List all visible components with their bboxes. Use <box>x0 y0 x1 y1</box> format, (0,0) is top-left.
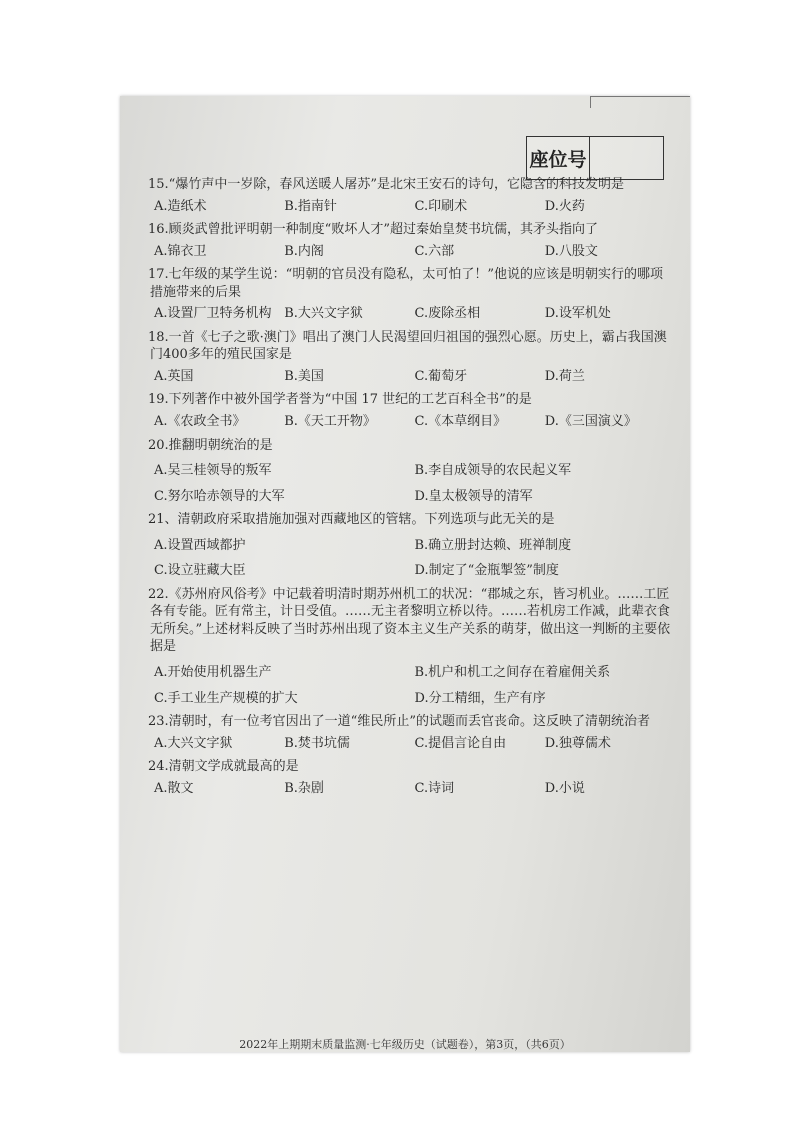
option-c: C.葡萄牙 <box>414 368 468 384</box>
option-b: B.焚书坑儒 <box>284 735 350 751</box>
option-a: A.吴三桂领导的叛军 <box>154 463 272 479</box>
option-grid <box>154 462 675 505</box>
option-b: B.美国 <box>284 368 324 384</box>
option-a: A.设置厂卫特务机构 <box>154 306 272 322</box>
option-row <box>154 413 675 431</box>
header-rule-tick <box>590 96 591 108</box>
option-row <box>154 305 675 323</box>
option-c: C.设立驻藏大臣 <box>154 563 246 579</box>
option-d: D.小说 <box>544 780 585 796</box>
option-c: C.六部 <box>414 243 455 259</box>
option-b: B.《天工开物》 <box>284 414 376 430</box>
option-a: A.造纸术 <box>154 198 207 214</box>
question-23 <box>150 713 675 752</box>
option-a: A.英国 <box>154 368 194 384</box>
question-22 <box>150 586 675 707</box>
question-18 <box>150 329 675 386</box>
seat-number-box <box>526 136 664 180</box>
option-b: B.指南针 <box>284 198 337 214</box>
option-d: D.皇太极领导的清军 <box>414 488 533 504</box>
question-stem: 20.推翻明朝统治的是 <box>148 437 273 453</box>
option-b: B.确立册封达赖、班禅制度 <box>414 537 572 553</box>
option-d: D.分工精细，生产有序 <box>414 690 546 706</box>
option-grid <box>154 664 675 707</box>
question-stem: 18.一首《七子之歌·澳门》唱出了澳门人民渴望回归祖国的强烈心愿。历史上，霸占我国澳门400多年的殖民国家是 <box>148 329 667 363</box>
question-stem: 23.清朝时，有一位考官因出了一道“维民所止”的试题而丢官丧命。这反映了清朝统治者 <box>148 714 650 730</box>
option-c: C.废除丞相 <box>414 306 481 322</box>
option-d: D.独尊儒术 <box>544 735 611 751</box>
question-stem: 24.清朝文学成就最高的是 <box>148 759 299 775</box>
question-stem: 22.《苏州府风俗考》中记载着明清时期苏州机工的状况：“郡城之东，皆习机业。……工匠各有专能。匠有常主，计日受值。……无主者黎明立桥以待。……若机房工作减，此辈衣食无所矣。”上述材料反映了当时苏州出现了资本主义生产关系的萌芽，做出这一判断的主要依据是 <box>148 586 671 655</box>
option-a: A.大兴文字狱 <box>154 735 233 751</box>
option-row <box>154 198 675 216</box>
seat-number-field <box>590 137 663 179</box>
option-d: D.火药 <box>544 198 585 214</box>
option-c: C.印刷术 <box>414 198 468 214</box>
option-c: C.诗词 <box>414 780 455 796</box>
option-d: D.制定了“金瓶掣签”制度 <box>414 563 559 579</box>
option-a: A.设置西域都护 <box>154 537 246 553</box>
option-d: D.荷兰 <box>544 368 585 384</box>
option-c: C.提倡言论自由 <box>414 735 507 751</box>
option-d: D.八股文 <box>544 243 598 259</box>
option-a: A.锦衣卫 <box>154 243 207 259</box>
option-c: C.努尔哈赤领导的大军 <box>154 488 285 504</box>
option-d: D.设军机处 <box>544 306 611 322</box>
option-row <box>154 243 675 261</box>
option-a: A.散文 <box>154 780 194 796</box>
question-16 <box>150 221 675 260</box>
option-b: B.李自成领导的农民起义军 <box>414 463 572 479</box>
option-b: B.机户和机工之间存在着雇佣关系 <box>414 665 611 681</box>
option-row <box>154 780 675 798</box>
question-17 <box>150 266 675 323</box>
question-stem: 19.下列著作中被外国学者誉为“中国 17 世纪的工艺百科全书”的是 <box>148 392 532 408</box>
question-stem: 21、清朝政府采取措施加强对西藏地区的管辖。下列选项与此无关的是 <box>148 512 555 528</box>
question-20 <box>150 437 675 506</box>
exam-paper <box>120 96 690 1052</box>
option-b: B.内阁 <box>284 243 324 259</box>
seat-number-label: 座位号 <box>527 137 590 179</box>
page-footer: 2022年上期期末质量监测·七年级历史（试题卷），第3页，（共6页） <box>239 1038 571 1051</box>
option-row <box>154 368 675 386</box>
option-a: A.开始使用机器生产 <box>154 665 272 681</box>
option-c: C.《本草纲目》 <box>414 414 507 430</box>
question-19 <box>150 391 675 430</box>
option-a: A.《农政全书》 <box>154 414 246 430</box>
question-stem: 17.七年级的某学生说：“明朝的官员没有隐私，太可怕了！”他说的应该是明朝实行的哪项措施带来的后果 <box>148 267 663 300</box>
question-stem: 15.“爆竹声中一岁除，春风送暖人屠苏”是北宋王安石的诗句，它隐含的科技发明是 <box>148 177 624 192</box>
question-21 <box>150 511 675 580</box>
option-c: C.手工业生产规模的扩大 <box>154 690 298 706</box>
option-b: B.杂剧 <box>284 780 324 796</box>
question-stem: 16.顾炎武曾批评明朝一种制度“败坏人才”超过秦始皇焚书坑儒，其矛头指向了 <box>148 222 598 238</box>
option-grid <box>154 537 675 580</box>
option-d: D.《三国演义》 <box>544 414 637 430</box>
option-row <box>154 735 675 753</box>
question-15 <box>150 176 675 215</box>
question-list <box>150 176 675 803</box>
option-b: B.大兴文字狱 <box>284 306 363 322</box>
question-24 <box>150 758 675 797</box>
header-rule <box>590 96 690 97</box>
